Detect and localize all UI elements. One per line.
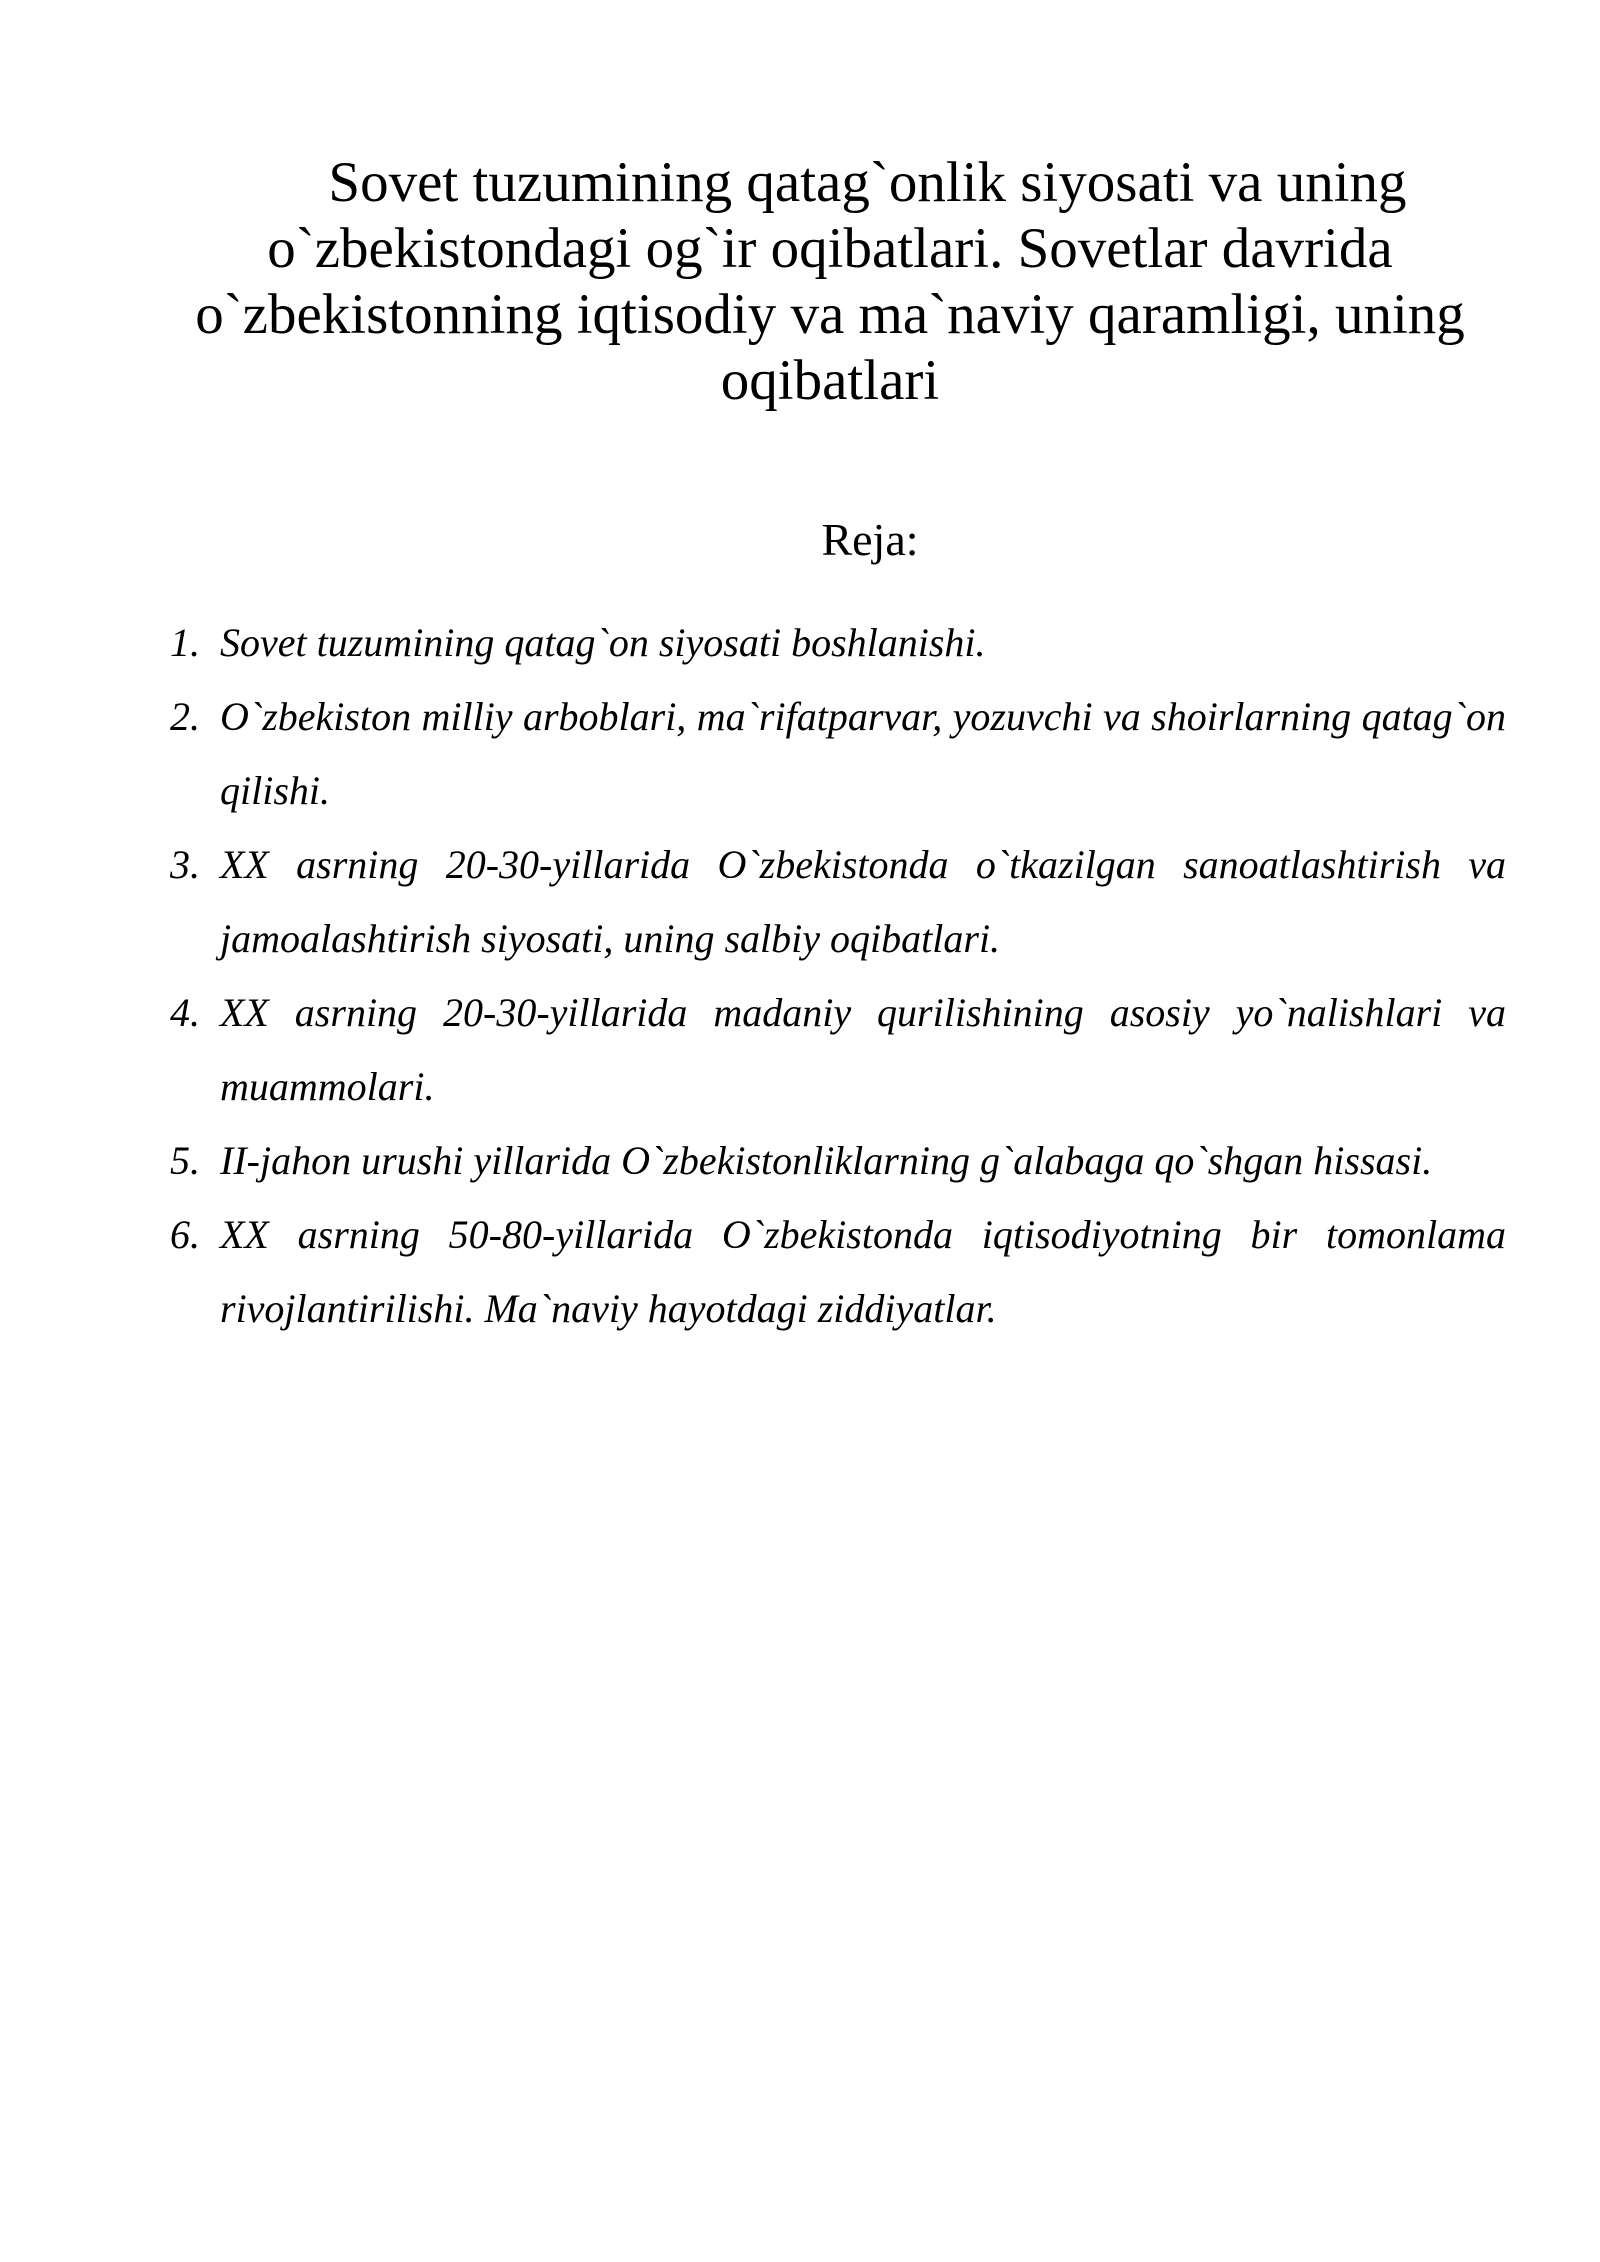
plan-item-number: 4. xyxy=(170,990,200,1035)
plan-item-number: 5. xyxy=(170,1138,200,1183)
plan-item-5 xyxy=(170,1124,1506,1198)
plan-item-text: XX asrning 50-80-yillarida O`zbekistonda iqtisodiyotning bir tomonlama rivojlantirilishi. Ma`naviy hayotdagi ziddiyatlar. xyxy=(220,1212,1506,1331)
plan-item-number: 3. xyxy=(170,842,200,887)
plan-item-number: 1. xyxy=(170,620,200,665)
document-title-text: Sovet tuzumining qatag`onlik siyosati va uning o`zbekistondagi og`ir oqibatlari. Sovetlar davrida o`zbekistonning iqtisodiy va ma`naviy qaramligi, uning oqibatlari xyxy=(195,151,1465,412)
plan-item-number: 2. xyxy=(170,694,200,739)
plan-item-text: XX asrning 20-30-yillarida madaniy qurilishining asosiy yo`nalishlari va muammolari. xyxy=(220,990,1506,1109)
plan-item-number: 6. xyxy=(170,1212,200,1257)
plan-item-text: XX asrning 20-30-yillarida O`zbekistonda o`tkazilgan sanoatlashtirish va jamoalashtirish siyosati, uning salbiy oqibatlari. xyxy=(220,842,1506,961)
plan-item-1 xyxy=(170,606,1506,680)
plan-item-2 xyxy=(170,680,1506,828)
plan-item-4 xyxy=(170,976,1506,1124)
plan-item-6 xyxy=(170,1198,1506,1346)
document-title xyxy=(160,150,1500,414)
plan-item-text: Sovet tuzumining qatag`on siyosati boshlanishi. xyxy=(220,620,986,665)
plan-item-text: II-jahon urushi yillarida O`zbekistonliklarning g`alabaga qo`shgan hissasi. xyxy=(220,1138,1433,1183)
plan-item-3 xyxy=(170,828,1506,976)
plan-list xyxy=(170,606,1506,1346)
plan-item-text: O`zbekiston milliy arboblari, ma`rifatparvar, yozuvchi va shoirlarning qatag`on qilishi. xyxy=(220,694,1506,813)
plan-heading: Reja: xyxy=(821,514,919,565)
